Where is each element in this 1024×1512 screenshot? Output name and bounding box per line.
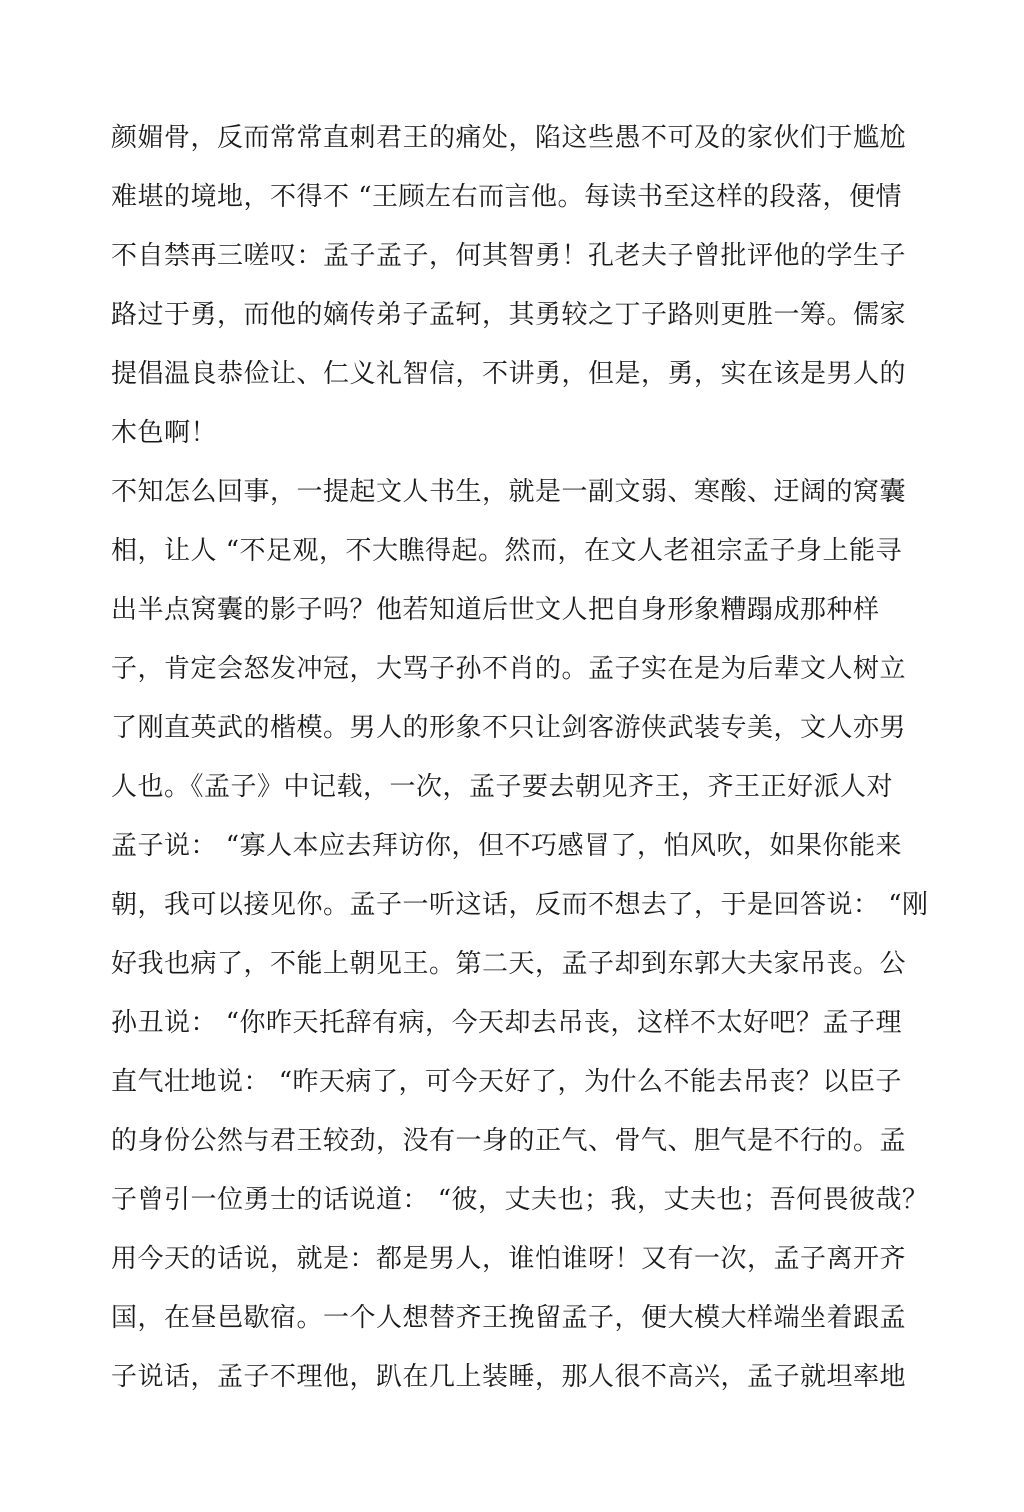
text-line: 子，肯定会怒发冲冠，大骂子孙不肖的。孟子实在是为后辈文人树立: [111, 654, 907, 684]
text-line: 提倡温良恭俭让、仁义礼智信，不讲勇，但是，勇，实在该是男人的: [111, 359, 907, 389]
body-text: [111, 112, 929, 1410]
text-line: 孙丑说： “你昨天托辞有病，今天却去吊丧，这样不太好吧？孟子理: [111, 1008, 903, 1038]
text-line: 不自禁再三嗟叹：孟子孟子，何其智勇！孔老夫子曾批评他的学生子: [111, 241, 907, 271]
text-line: 难堪的境地，不得不 “王顾左右而言他。每读书至这样的段落，便情: [111, 182, 903, 212]
text-line: 用今天的话说，就是：都是男人，谁怕谁呀！又有一次，孟子离开齐: [111, 1244, 907, 1274]
text-line: 路过于勇，而他的嫡传弟子孟轲，其勇较之丁子路则更胜一筹。儒家: [111, 300, 907, 330]
text-line: 直气壮地说： “昨天病了，可今天好了，为什么不能去吊丧？以臣子: [111, 1067, 903, 1097]
text-line: 子说话，孟子不理他，趴在几上装睡，那人很不高兴，孟子就坦率地: [111, 1362, 907, 1392]
text-line: 的身份公然与君王较劲，没有一身的正气、骨气、胆气是不行的。孟: [111, 1126, 907, 1156]
text-line: 木色啊！: [111, 418, 218, 448]
text-line: 颜媚骨，反而常常直刺君王的痛处，陷这些愚不可及的家伙们于尴尬: [111, 123, 907, 153]
text-line: 相，让人 “不足观，不大瞧得起。然而，在文人老祖宗孟子身上能寻: [111, 536, 903, 566]
text-line: 孟子说： “寡人本应去拜访你，但不巧感冒了，怕风吹，如果你能来: [111, 831, 903, 861]
text-line: 好我也病了，不能上朝见王。第二天，孟子却到东郭大夫家吊丧。公: [111, 949, 907, 979]
text-line: 了刚直英武的楷模。男人的形象不只让剑客游侠武装专美，文人亦男: [111, 713, 907, 743]
text-line: 朝，我可以接见你。孟子一听这话，反而不想去了，于是回答说： “刚: [111, 890, 929, 920]
text-line: 国，在昼邑歇宿。一个人想替齐王挽留孟子，便大模大样端坐着跟孟: [111, 1303, 907, 1333]
text-line: 人也。《孟子》中记载，一次，孟子要去朝见齐王，齐王正好派人对: [111, 772, 894, 802]
text-line: 出半点窝囊的影子吗？他若知道后世文人把自身形象糟蹋成那种样: [111, 595, 880, 625]
text-line: 子曾引一位勇士的话说道： “彼，丈夫也；我，丈夫也；吾何畏彼哉？: [111, 1185, 929, 1215]
text-line: 不知怎么回事，一提起文人书生，就是一副文弱、寒酸、迂阔的窝囊: [111, 477, 907, 507]
